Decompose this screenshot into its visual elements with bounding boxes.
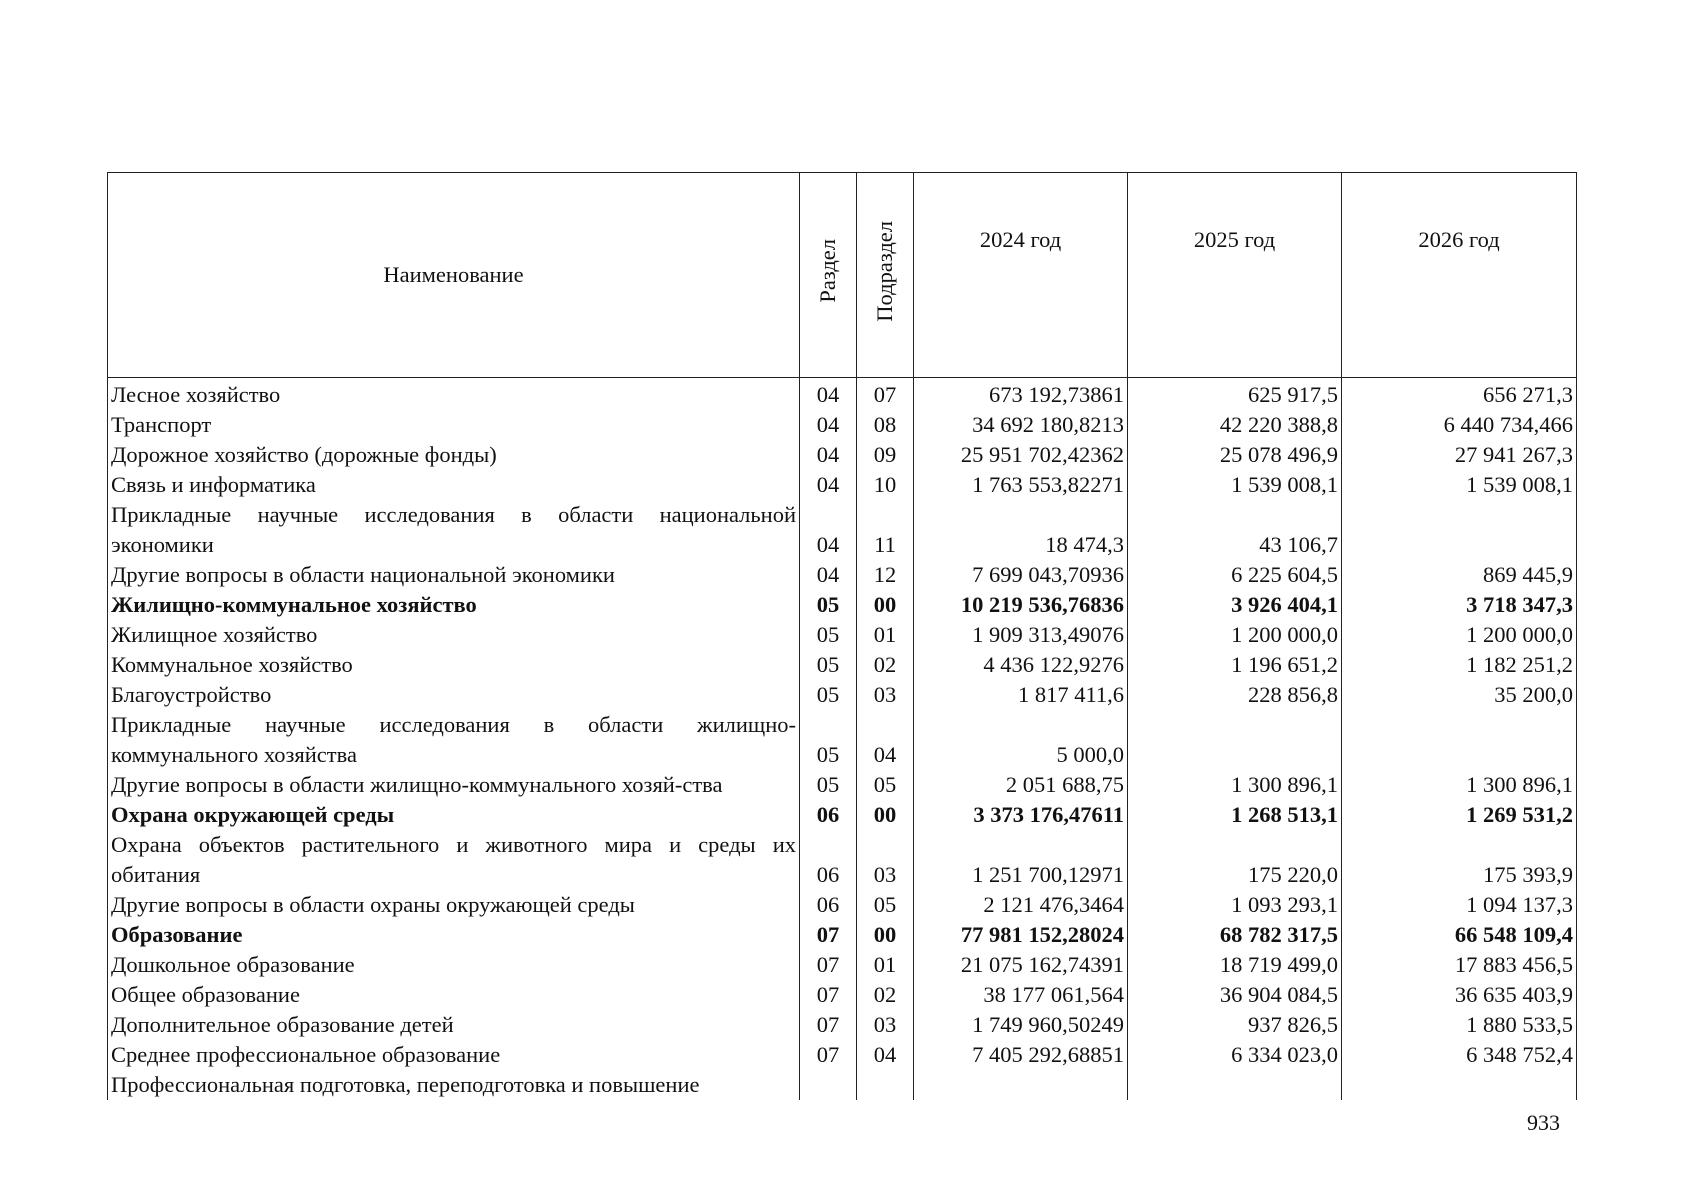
row-name: Прикладные научные исследования в области национальной экономики <box>108 500 800 560</box>
row-value-2024 <box>914 1070 1128 1100</box>
row-value-2025: 937 826,5 <box>1128 1010 1342 1040</box>
row-value-2024: 1 251 700,12971 <box>914 830 1128 890</box>
row-subsection: 02 <box>857 980 914 1010</box>
table-body <box>108 378 1577 1101</box>
row-name: Жилищное хозяйство <box>108 620 800 650</box>
row-value-2024: 7 405 292,68851 <box>914 1040 1128 1070</box>
row-value-2025: 3 926 404,1 <box>1128 590 1342 620</box>
row-value-2025: 18 719 499,0 <box>1128 950 1342 980</box>
table-row <box>108 770 1577 800</box>
table-row <box>108 1070 1577 1100</box>
row-value-2025: 1 196 651,2 <box>1128 650 1342 680</box>
header-section <box>800 173 857 378</box>
row-value-2025: 1 539 008,1 <box>1128 470 1342 500</box>
row-value-2026 <box>1342 500 1577 560</box>
row-name: Лесное хозяйство <box>108 378 800 411</box>
row-subsection: 05 <box>857 770 914 800</box>
header-subsection-label: Подраздел <box>872 220 897 322</box>
row-subsection: 00 <box>857 800 914 830</box>
row-subsection: 07 <box>857 378 914 411</box>
row-value-2026: 1 269 531,2 <box>1342 800 1577 830</box>
budget-table <box>107 172 1577 1100</box>
row-name: Охрана окружающей среды <box>108 800 800 830</box>
row-section: 07 <box>800 1040 857 1070</box>
row-subsection: 08 <box>857 410 914 440</box>
row-section: 05 <box>800 650 857 680</box>
row-section: 04 <box>800 560 857 590</box>
table-row <box>108 470 1577 500</box>
row-subsection: 03 <box>857 680 914 710</box>
header-year-2026: 2026 год <box>1342 173 1577 378</box>
row-value-2026: 175 393,9 <box>1342 830 1577 890</box>
table-row <box>108 620 1577 650</box>
row-value-2025 <box>1128 710 1342 770</box>
row-value-2025: 625 917,5 <box>1128 378 1342 411</box>
header-name: Наименование <box>108 173 800 378</box>
row-name: Дополнительное образование детей <box>108 1010 800 1040</box>
row-subsection: 05 <box>857 890 914 920</box>
table-row <box>108 920 1577 950</box>
row-section: 06 <box>800 890 857 920</box>
row-subsection: 01 <box>857 950 914 980</box>
table-row <box>108 500 1577 560</box>
table-row <box>108 680 1577 710</box>
row-value-2025: 43 106,7 <box>1128 500 1342 560</box>
row-name: Прикладные научные исследования в области жилищно-коммунального хозяйства <box>108 710 800 770</box>
table-row <box>108 890 1577 920</box>
row-value-2024: 673 192,73861 <box>914 378 1128 411</box>
header-subsection <box>857 173 914 378</box>
table-row <box>108 590 1577 620</box>
row-value-2025: 1 200 000,0 <box>1128 620 1342 650</box>
row-value-2025: 36 904 084,5 <box>1128 980 1342 1010</box>
table-header <box>108 173 1577 378</box>
row-value-2024: 77 981 152,28024 <box>914 920 1128 950</box>
row-value-2025: 228 856,8 <box>1128 680 1342 710</box>
row-subsection: 03 <box>857 1010 914 1040</box>
row-value-2026: 3 718 347,3 <box>1342 590 1577 620</box>
table-row <box>108 830 1577 890</box>
table-row <box>108 1040 1577 1070</box>
row-value-2024: 1 817 411,6 <box>914 680 1128 710</box>
table-row <box>108 410 1577 440</box>
row-name: Благоустройство <box>108 680 800 710</box>
row-value-2025 <box>1128 1070 1342 1100</box>
row-value-2025: 1 300 896,1 <box>1128 770 1342 800</box>
header-year-2024: 2024 год <box>914 173 1128 378</box>
row-section: 07 <box>800 920 857 950</box>
row-section: 07 <box>800 980 857 1010</box>
row-value-2024: 3 373 176,47611 <box>914 800 1128 830</box>
table-row <box>108 950 1577 980</box>
row-name: Общее образование <box>108 980 800 1010</box>
row-section: 06 <box>800 800 857 830</box>
row-value-2024: 2 121 476,3464 <box>914 890 1128 920</box>
row-value-2026: 17 883 456,5 <box>1342 950 1577 980</box>
row-value-2025: 42 220 388,8 <box>1128 410 1342 440</box>
row-section: 07 <box>800 1010 857 1040</box>
row-value-2025: 68 782 317,5 <box>1128 920 1342 950</box>
row-subsection <box>857 1070 914 1100</box>
row-value-2024: 34 692 180,8213 <box>914 410 1128 440</box>
row-subsection: 04 <box>857 710 914 770</box>
row-subsection: 10 <box>857 470 914 500</box>
row-name: Коммунальное хозяйство <box>108 650 800 680</box>
row-value-2025: 1 093 293,1 <box>1128 890 1342 920</box>
table-row <box>108 650 1577 680</box>
row-section: 05 <box>800 710 857 770</box>
row-value-2024: 1 763 553,82271 <box>914 470 1128 500</box>
row-value-2024: 10 219 536,76836 <box>914 590 1128 620</box>
row-name: Другие вопросы в области национальной экономики <box>108 560 800 590</box>
row-value-2024: 18 474,3 <box>914 500 1128 560</box>
row-value-2025: 1 268 513,1 <box>1128 800 1342 830</box>
row-value-2026: 1 300 896,1 <box>1342 770 1577 800</box>
row-subsection: 11 <box>857 500 914 560</box>
row-subsection: 02 <box>857 650 914 680</box>
row-name: Профессиональная подготовка, переподготовка и повышение <box>108 1070 800 1100</box>
table-row <box>108 378 1577 411</box>
row-name: Связь и информатика <box>108 470 800 500</box>
row-value-2026: 1 182 251,2 <box>1342 650 1577 680</box>
row-section: 04 <box>800 378 857 411</box>
row-value-2024: 5 000,0 <box>914 710 1128 770</box>
row-name: Образование <box>108 920 800 950</box>
table-row <box>108 710 1577 770</box>
row-value-2024: 38 177 061,564 <box>914 980 1128 1010</box>
row-value-2026 <box>1342 1070 1577 1100</box>
row-name: Дошкольное образование <box>108 950 800 980</box>
row-section: 06 <box>800 830 857 890</box>
row-value-2026: 66 548 109,4 <box>1342 920 1577 950</box>
row-name: Среднее профессиональное образование <box>108 1040 800 1070</box>
row-section: 04 <box>800 440 857 470</box>
row-subsection: 00 <box>857 920 914 950</box>
row-section: 05 <box>800 590 857 620</box>
row-name: Другие вопросы в области жилищно-коммунального хозяй-ства <box>108 770 800 800</box>
table-row <box>108 560 1577 590</box>
row-subsection: 12 <box>857 560 914 590</box>
row-value-2026: 6 440 734,466 <box>1342 410 1577 440</box>
row-subsection: 01 <box>857 620 914 650</box>
row-name: Транспорт <box>108 410 800 440</box>
row-value-2024: 7 699 043,70936 <box>914 560 1128 590</box>
row-value-2024: 4 436 122,9276 <box>914 650 1128 680</box>
row-section: 07 <box>800 950 857 980</box>
row-value-2025: 175 220,0 <box>1128 830 1342 890</box>
row-value-2026 <box>1342 710 1577 770</box>
header-year-2025: 2025 год <box>1128 173 1342 378</box>
row-section: 04 <box>800 470 857 500</box>
page-number: 933 <box>1527 1110 1560 1135</box>
row-subsection: 09 <box>857 440 914 470</box>
table-row <box>108 980 1577 1010</box>
row-section: 04 <box>800 500 857 560</box>
table-row <box>108 800 1577 830</box>
table-row <box>108 440 1577 470</box>
row-value-2026: 656 271,3 <box>1342 378 1577 411</box>
row-value-2026: 6 348 752,4 <box>1342 1040 1577 1070</box>
row-section <box>800 1070 857 1100</box>
row-value-2026: 1 880 533,5 <box>1342 1010 1577 1040</box>
row-name: Охрана объектов растительного и животного мира и среды их обитания <box>108 830 800 890</box>
row-section: 05 <box>800 680 857 710</box>
row-value-2026: 36 635 403,9 <box>1342 980 1577 1010</box>
row-value-2024: 1 909 313,49076 <box>914 620 1128 650</box>
row-value-2025: 25 078 496,9 <box>1128 440 1342 470</box>
row-value-2026: 35 200,0 <box>1342 680 1577 710</box>
row-section: 05 <box>800 770 857 800</box>
row-value-2026: 1 094 137,3 <box>1342 890 1577 920</box>
row-value-2026: 1 200 000,0 <box>1342 620 1577 650</box>
row-value-2024: 25 951 702,42362 <box>914 440 1128 470</box>
row-value-2026: 1 539 008,1 <box>1342 470 1577 500</box>
row-name: Жилищно-коммунальное хозяйство <box>108 590 800 620</box>
row-value-2024: 21 075 162,74391 <box>914 950 1128 980</box>
row-value-2025: 6 334 023,0 <box>1128 1040 1342 1070</box>
row-section: 05 <box>800 620 857 650</box>
row-value-2024: 2 051 688,75 <box>914 770 1128 800</box>
row-section: 04 <box>800 410 857 440</box>
row-subsection: 03 <box>857 830 914 890</box>
row-value-2025: 6 225 604,5 <box>1128 560 1342 590</box>
header-section-label: Раздел <box>815 239 840 303</box>
row-value-2026: 869 445,9 <box>1342 560 1577 590</box>
table-row <box>108 1010 1577 1040</box>
row-name: Дорожное хозяйство (дорожные фонды) <box>108 440 800 470</box>
row-value-2026: 27 941 267,3 <box>1342 440 1577 470</box>
row-value-2024: 1 749 960,50249 <box>914 1010 1128 1040</box>
row-subsection: 00 <box>857 590 914 620</box>
row-subsection: 04 <box>857 1040 914 1070</box>
row-name: Другие вопросы в области охраны окружающей среды <box>108 890 800 920</box>
